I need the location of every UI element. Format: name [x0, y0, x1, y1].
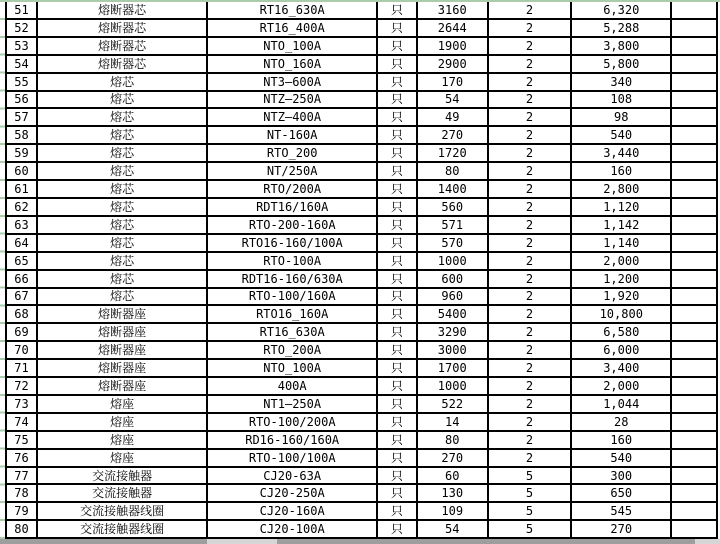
cell-amount[interactable]: 1,200 — [572, 271, 672, 287]
cell-unit[interactable]: 只 — [378, 217, 418, 233]
cell-row-number[interactable]: 75 — [7, 432, 38, 448]
cell-quantity[interactable]: 1400 — [418, 181, 489, 197]
cell-price[interactable]: 2 — [489, 271, 573, 287]
cell-item-name[interactable]: 熔断器座 — [38, 378, 209, 394]
cell-quantity[interactable]: 3160 — [418, 2, 489, 18]
cell-unit[interactable]: 只 — [378, 396, 418, 412]
cell-item-name[interactable]: 熔断器芯 — [38, 20, 209, 36]
cell-model-spec[interactable]: RTO-100/160A — [208, 289, 378, 305]
cell-row-number[interactable]: 77 — [7, 468, 38, 484]
cell-price[interactable]: 5 — [489, 468, 573, 484]
cell-quantity[interactable]: 170 — [418, 74, 489, 90]
cell-amount[interactable]: 10,800 — [572, 306, 672, 322]
cell-price[interactable]: 2 — [489, 92, 573, 108]
cell-row-number[interactable]: 51 — [7, 2, 38, 18]
cell-amount[interactable]: 5,288 — [572, 20, 672, 36]
cell-unit[interactable]: 只 — [378, 74, 418, 90]
table-row — [7, 324, 718, 342]
cell-blank[interactable] — [672, 378, 718, 394]
cell-quantity[interactable]: 960 — [418, 289, 489, 305]
cell-model-spec[interactable]: RDT16/160A — [208, 199, 378, 215]
cell-model-spec[interactable]: 400A — [208, 378, 378, 394]
cell-row-number[interactable]: 57 — [7, 109, 38, 125]
cell-model-spec[interactable]: NT-160A — [208, 127, 378, 143]
table-row — [7, 306, 718, 324]
cell-item-name[interactable]: 熔芯 — [38, 253, 209, 269]
cell-blank[interactable] — [672, 127, 718, 143]
cell-quantity[interactable]: 2644 — [418, 20, 489, 36]
cell-unit[interactable]: 只 — [378, 324, 418, 340]
table-row — [7, 342, 718, 360]
cell-price[interactable]: 2 — [489, 396, 573, 412]
cell-blank[interactable] — [672, 199, 718, 215]
cell-model-spec[interactable]: NTO_160A — [208, 56, 378, 72]
cell-amount[interactable]: 1,920 — [572, 289, 672, 305]
cell-price[interactable]: 2 — [489, 450, 573, 466]
cell-blank[interactable] — [672, 450, 718, 466]
cell-price[interactable]: 2 — [489, 2, 573, 18]
cell-unit[interactable]: 只 — [378, 38, 418, 54]
cell-quantity[interactable]: 270 — [418, 127, 489, 143]
cell-price[interactable]: 2 — [489, 289, 573, 305]
cell-quantity[interactable]: 570 — [418, 235, 489, 251]
cell-model-spec[interactable]: RT16_630A — [208, 2, 378, 18]
cell-blank[interactable] — [672, 181, 718, 197]
cell-unit[interactable]: 只 — [378, 145, 418, 161]
cell-item-name[interactable]: 熔芯 — [38, 271, 209, 287]
cell-price[interactable]: 2 — [489, 324, 573, 340]
cell-row-number[interactable]: 56 — [7, 92, 38, 108]
cell-model-spec[interactable]: RTO-100A — [208, 253, 378, 269]
cell-quantity[interactable]: 3290 — [418, 324, 489, 340]
cell-quantity[interactable]: 14 — [418, 414, 489, 430]
cell-blank[interactable] — [672, 92, 718, 108]
cell-quantity[interactable]: 1720 — [418, 145, 489, 161]
cell-row-number[interactable]: 63 — [7, 217, 38, 233]
table-row — [7, 20, 718, 38]
cell-quantity[interactable]: 1900 — [418, 38, 489, 54]
cell-model-spec[interactable]: NT/250A — [208, 163, 378, 179]
cell-amount[interactable]: 545 — [572, 503, 672, 519]
cell-blank[interactable] — [672, 485, 718, 501]
cell-item-name[interactable]: 熔芯 — [38, 217, 209, 233]
cell-unit[interactable]: 只 — [378, 521, 418, 537]
cell-unit[interactable]: 只 — [378, 378, 418, 394]
cell-blank[interactable] — [672, 324, 718, 340]
table-row — [7, 289, 718, 307]
cell-row-number[interactable]: 60 — [7, 163, 38, 179]
cell-quantity[interactable]: 80 — [418, 163, 489, 179]
cell-price[interactable]: 5 — [489, 485, 573, 501]
cell-price[interactable]: 2 — [489, 235, 573, 251]
cell-item-name[interactable]: 熔座 — [38, 396, 209, 412]
cell-blank[interactable] — [672, 342, 718, 358]
cell-row-number[interactable]: 67 — [7, 289, 38, 305]
cell-amount[interactable]: 6,320 — [572, 2, 672, 18]
cell-amount[interactable]: 3,800 — [572, 38, 672, 54]
cell-quantity[interactable]: 49 — [418, 109, 489, 125]
cell-item-name[interactable]: 熔断器座 — [38, 306, 209, 322]
cell-price[interactable]: 2 — [489, 360, 573, 376]
cell-quantity[interactable]: 1000 — [418, 378, 489, 394]
cell-item-name[interactable]: 熔芯 — [38, 109, 209, 125]
table-row — [7, 450, 718, 468]
cell-price[interactable]: 2 — [489, 378, 573, 394]
cell-row-number[interactable]: 72 — [7, 378, 38, 394]
cell-item-name[interactable]: 熔芯 — [38, 235, 209, 251]
cell-price[interactable]: 2 — [489, 217, 573, 233]
table-row — [7, 378, 718, 396]
cell-model-spec[interactable]: NTO_100A — [208, 360, 378, 376]
cell-blank[interactable] — [672, 145, 718, 161]
cell-item-name[interactable]: 熔断器座 — [38, 324, 209, 340]
cell-quantity[interactable]: 54 — [418, 521, 489, 537]
table-row — [7, 92, 718, 110]
table-row — [7, 360, 718, 378]
cell-model-spec[interactable]: CJ20-63A — [208, 468, 378, 484]
cell-blank[interactable] — [672, 432, 718, 448]
cell-blank[interactable] — [672, 235, 718, 251]
cell-unit[interactable]: 只 — [378, 109, 418, 125]
cell-quantity[interactable]: 560 — [418, 199, 489, 215]
cell-item-name[interactable]: 熔座 — [38, 450, 209, 466]
cell-row-number[interactable]: 54 — [7, 56, 38, 72]
cell-price[interactable]: 2 — [489, 56, 573, 72]
cell-item-name[interactable]: 熔座 — [38, 414, 209, 430]
cell-unit[interactable]: 只 — [378, 163, 418, 179]
table-row — [7, 74, 718, 92]
cell-model-spec[interactable]: NTZ—400A — [208, 109, 378, 125]
cell-item-name[interactable]: 熔芯 — [38, 289, 209, 305]
cell-unit[interactable]: 只 — [378, 92, 418, 108]
cell-price[interactable]: 2 — [489, 163, 573, 179]
cell-amount[interactable]: 540 — [572, 127, 672, 143]
cell-amount[interactable]: 2,000 — [572, 378, 672, 394]
cell-quantity[interactable]: 1000 — [418, 253, 489, 269]
cell-row-number[interactable]: 53 — [7, 38, 38, 54]
cell-blank[interactable] — [672, 2, 718, 18]
bottom-shadow — [0, 539, 720, 544]
cell-quantity[interactable]: 600 — [418, 271, 489, 287]
cell-row-number[interactable]: 62 — [7, 199, 38, 215]
cell-item-name[interactable]: 熔断器座 — [38, 342, 209, 358]
cell-amount[interactable]: 3,440 — [572, 145, 672, 161]
cell-amount[interactable]: 160 — [572, 432, 672, 448]
cell-price[interactable]: 2 — [489, 253, 573, 269]
cell-unit[interactable]: 只 — [378, 306, 418, 322]
cell-model-spec[interactable]: NTZ—250A — [208, 92, 378, 108]
cell-amount[interactable]: 270 — [572, 521, 672, 537]
cell-unit[interactable]: 只 — [378, 56, 418, 72]
cell-model-spec[interactable]: RTO/200A — [208, 181, 378, 197]
cell-unit[interactable]: 只 — [378, 342, 418, 358]
cell-unit[interactable]: 只 — [378, 485, 418, 501]
table-row — [7, 127, 718, 145]
cell-row-number[interactable]: 66 — [7, 271, 38, 287]
cell-model-spec[interactable]: NT3—600A — [208, 74, 378, 90]
cell-unit[interactable]: 只 — [378, 414, 418, 430]
table-row — [7, 271, 718, 289]
table-row — [7, 396, 718, 414]
cell-row-number[interactable]: 76 — [7, 450, 38, 466]
cell-blank[interactable] — [672, 521, 718, 537]
table-row — [7, 199, 718, 217]
cell-price[interactable]: 2 — [489, 306, 573, 322]
cell-row-number[interactable]: 71 — [7, 360, 38, 376]
cell-row-number[interactable]: 73 — [7, 396, 38, 412]
table-row — [7, 181, 718, 199]
cell-item-name[interactable]: 熔芯 — [38, 92, 209, 108]
cell-unit[interactable]: 只 — [378, 127, 418, 143]
cell-item-name[interactable]: 交流接触器 — [38, 468, 209, 484]
cell-amount[interactable]: 6,580 — [572, 324, 672, 340]
cell-unit[interactable]: 只 — [378, 289, 418, 305]
cell-row-number[interactable]: 69 — [7, 324, 38, 340]
cell-blank[interactable] — [672, 20, 718, 36]
cell-amount[interactable]: 2,800 — [572, 181, 672, 197]
cell-blank[interactable] — [672, 74, 718, 90]
cell-item-name[interactable]: 熔断器座 — [38, 360, 209, 376]
cell-blank[interactable] — [672, 414, 718, 430]
cell-model-spec[interactable]: RT16_400A — [208, 20, 378, 36]
cell-quantity[interactable]: 5400 — [418, 306, 489, 322]
cell-amount[interactable]: 300 — [572, 468, 672, 484]
cell-amount[interactable]: 98 — [572, 109, 672, 125]
cell-row-number[interactable]: 61 — [7, 181, 38, 197]
table-row — [7, 485, 718, 503]
cell-unit[interactable]: 只 — [378, 199, 418, 215]
cell-row-number[interactable]: 59 — [7, 145, 38, 161]
table-row — [7, 521, 718, 539]
cell-price[interactable]: 2 — [489, 145, 573, 161]
spreadsheet-table — [5, 2, 718, 539]
cell-quantity[interactable]: 130 — [418, 485, 489, 501]
cell-item-name[interactable]: 交流接触器线圈 — [38, 521, 209, 537]
table-row — [7, 468, 718, 486]
table-row — [7, 38, 718, 56]
cell-price[interactable]: 2 — [489, 342, 573, 358]
table-row — [7, 56, 718, 74]
cell-blank[interactable] — [672, 56, 718, 72]
cell-model-spec[interactable]: RTO_200 — [208, 145, 378, 161]
cell-item-name[interactable]: 熔芯 — [38, 74, 209, 90]
cell-row-number[interactable]: 79 — [7, 503, 38, 519]
cell-blank[interactable] — [672, 396, 718, 412]
cell-unit[interactable]: 只 — [378, 253, 418, 269]
table-row — [7, 253, 718, 271]
cell-quantity[interactable]: 54 — [418, 92, 489, 108]
cell-row-number[interactable]: 52 — [7, 20, 38, 36]
cell-price[interactable]: 2 — [489, 109, 573, 125]
cell-blank[interactable] — [672, 38, 718, 54]
cell-item-name[interactable]: 熔芯 — [38, 145, 209, 161]
cell-price[interactable]: 2 — [489, 127, 573, 143]
cell-row-number[interactable]: 55 — [7, 74, 38, 90]
cell-item-name[interactable]: 熔芯 — [38, 181, 209, 197]
cell-row-number[interactable]: 80 — [7, 521, 38, 537]
cell-blank[interactable] — [672, 468, 718, 484]
cell-model-spec[interactable]: RTO-100/100A — [208, 450, 378, 466]
cell-quantity[interactable]: 3000 — [418, 342, 489, 358]
cell-quantity[interactable]: 522 — [418, 396, 489, 412]
cell-unit[interactable]: 只 — [378, 503, 418, 519]
cell-quantity[interactable]: 571 — [418, 217, 489, 233]
cell-row-number[interactable]: 58 — [7, 127, 38, 143]
cell-price[interactable]: 5 — [489, 503, 573, 519]
cell-price[interactable]: 5 — [489, 521, 573, 537]
table-row — [7, 503, 718, 521]
cell-row-number[interactable]: 78 — [7, 485, 38, 501]
table-row — [7, 432, 718, 450]
cell-amount[interactable]: 108 — [572, 92, 672, 108]
cell-amount[interactable]: 6,000 — [572, 342, 672, 358]
cell-item-name[interactable]: 熔芯 — [38, 127, 209, 143]
cell-blank[interactable] — [672, 503, 718, 519]
cell-item-name[interactable]: 熔芯 — [38, 163, 209, 179]
cell-quantity[interactable]: 2900 — [418, 56, 489, 72]
table-row — [7, 217, 718, 235]
table-row — [7, 235, 718, 253]
cell-model-spec[interactable]: RT16_630A — [208, 324, 378, 340]
cell-model-spec[interactable]: RTO-100/200A — [208, 414, 378, 430]
cell-price[interactable]: 2 — [489, 414, 573, 430]
cell-quantity[interactable]: 1700 — [418, 360, 489, 376]
cell-row-number[interactable]: 70 — [7, 342, 38, 358]
table-row — [7, 145, 718, 163]
cell-model-spec[interactable]: RTO_200A — [208, 342, 378, 358]
cell-blank[interactable] — [672, 109, 718, 125]
cell-unit[interactable]: 只 — [378, 468, 418, 484]
cell-item-name[interactable]: 熔断器芯 — [38, 38, 209, 54]
cell-unit[interactable]: 只 — [378, 450, 418, 466]
cell-price[interactable]: 2 — [489, 38, 573, 54]
cell-model-spec[interactable]: RD16-160/160A — [208, 432, 378, 448]
cell-model-spec[interactable]: RTO16_160A — [208, 306, 378, 322]
cell-quantity[interactable]: 80 — [418, 432, 489, 448]
cell-unit[interactable]: 只 — [378, 20, 418, 36]
cell-blank[interactable] — [672, 217, 718, 233]
cell-model-spec[interactable]: RDT16-160/630A — [208, 271, 378, 287]
cell-model-spec[interactable]: RTO-200-160A — [208, 217, 378, 233]
cell-amount[interactable]: 28 — [572, 414, 672, 430]
cell-blank[interactable] — [672, 289, 718, 305]
cell-blank[interactable] — [672, 253, 718, 269]
table-row — [7, 109, 718, 127]
cell-price[interactable]: 2 — [489, 74, 573, 90]
table-row — [7, 414, 718, 432]
cell-item-name[interactable]: 熔芯 — [38, 199, 209, 215]
cell-quantity[interactable]: 270 — [418, 450, 489, 466]
cell-unit[interactable]: 只 — [378, 2, 418, 18]
cell-row-number[interactable]: 68 — [7, 306, 38, 322]
cell-price[interactable]: 2 — [489, 199, 573, 215]
cell-row-number[interactable]: 64 — [7, 235, 38, 251]
table-row — [7, 2, 718, 20]
cell-blank[interactable] — [672, 306, 718, 322]
cell-amount[interactable]: 1,120 — [572, 199, 672, 215]
cell-blank[interactable] — [672, 360, 718, 376]
cell-amount[interactable]: 5,800 — [572, 56, 672, 72]
cell-price[interactable]: 2 — [489, 20, 573, 36]
cell-amount[interactable]: 540 — [572, 450, 672, 466]
cell-model-spec[interactable]: NT1—250A — [208, 396, 378, 412]
cell-unit[interactable]: 只 — [378, 360, 418, 376]
cell-amount[interactable]: 160 — [572, 163, 672, 179]
cell-amount[interactable]: 340 — [572, 74, 672, 90]
cell-unit[interactable]: 只 — [378, 271, 418, 287]
cell-price[interactable]: 2 — [489, 181, 573, 197]
cell-row-number[interactable]: 65 — [7, 253, 38, 269]
cell-blank[interactable] — [672, 163, 718, 179]
cell-row-number[interactable]: 74 — [7, 414, 38, 430]
cell-item-name[interactable]: 交流接触器 — [38, 485, 209, 501]
cell-model-spec[interactable]: CJ20-250A — [208, 485, 378, 501]
cell-item-name[interactable]: 交流接触器线圈 — [38, 503, 209, 519]
cell-model-spec[interactable]: NTO_100A — [208, 38, 378, 54]
cell-unit[interactable]: 只 — [378, 181, 418, 197]
cell-model-spec[interactable]: CJ20-160A — [208, 503, 378, 519]
cell-amount[interactable]: 1,044 — [572, 396, 672, 412]
cell-quantity[interactable]: 109 — [418, 503, 489, 519]
cell-model-spec[interactable]: RTO16-160/100A — [208, 235, 378, 251]
cell-blank[interactable] — [672, 271, 718, 287]
cell-amount[interactable]: 1,140 — [572, 235, 672, 251]
cell-price[interactable]: 2 — [489, 432, 573, 448]
cell-quantity[interactable]: 60 — [418, 468, 489, 484]
cell-amount[interactable]: 2,000 — [572, 253, 672, 269]
cell-item-name[interactable]: 熔断器芯 — [38, 2, 209, 18]
cell-amount[interactable]: 3,400 — [572, 360, 672, 376]
cell-unit[interactable]: 只 — [378, 235, 418, 251]
cell-item-name[interactable]: 熔座 — [38, 432, 209, 448]
cell-amount[interactable]: 650 — [572, 485, 672, 501]
cell-amount[interactable]: 1,142 — [572, 217, 672, 233]
cell-model-spec[interactable]: CJ20-100A — [208, 521, 378, 537]
table-row — [7, 163, 718, 181]
cell-item-name[interactable]: 熔断器芯 — [38, 56, 209, 72]
cell-unit[interactable]: 只 — [378, 432, 418, 448]
